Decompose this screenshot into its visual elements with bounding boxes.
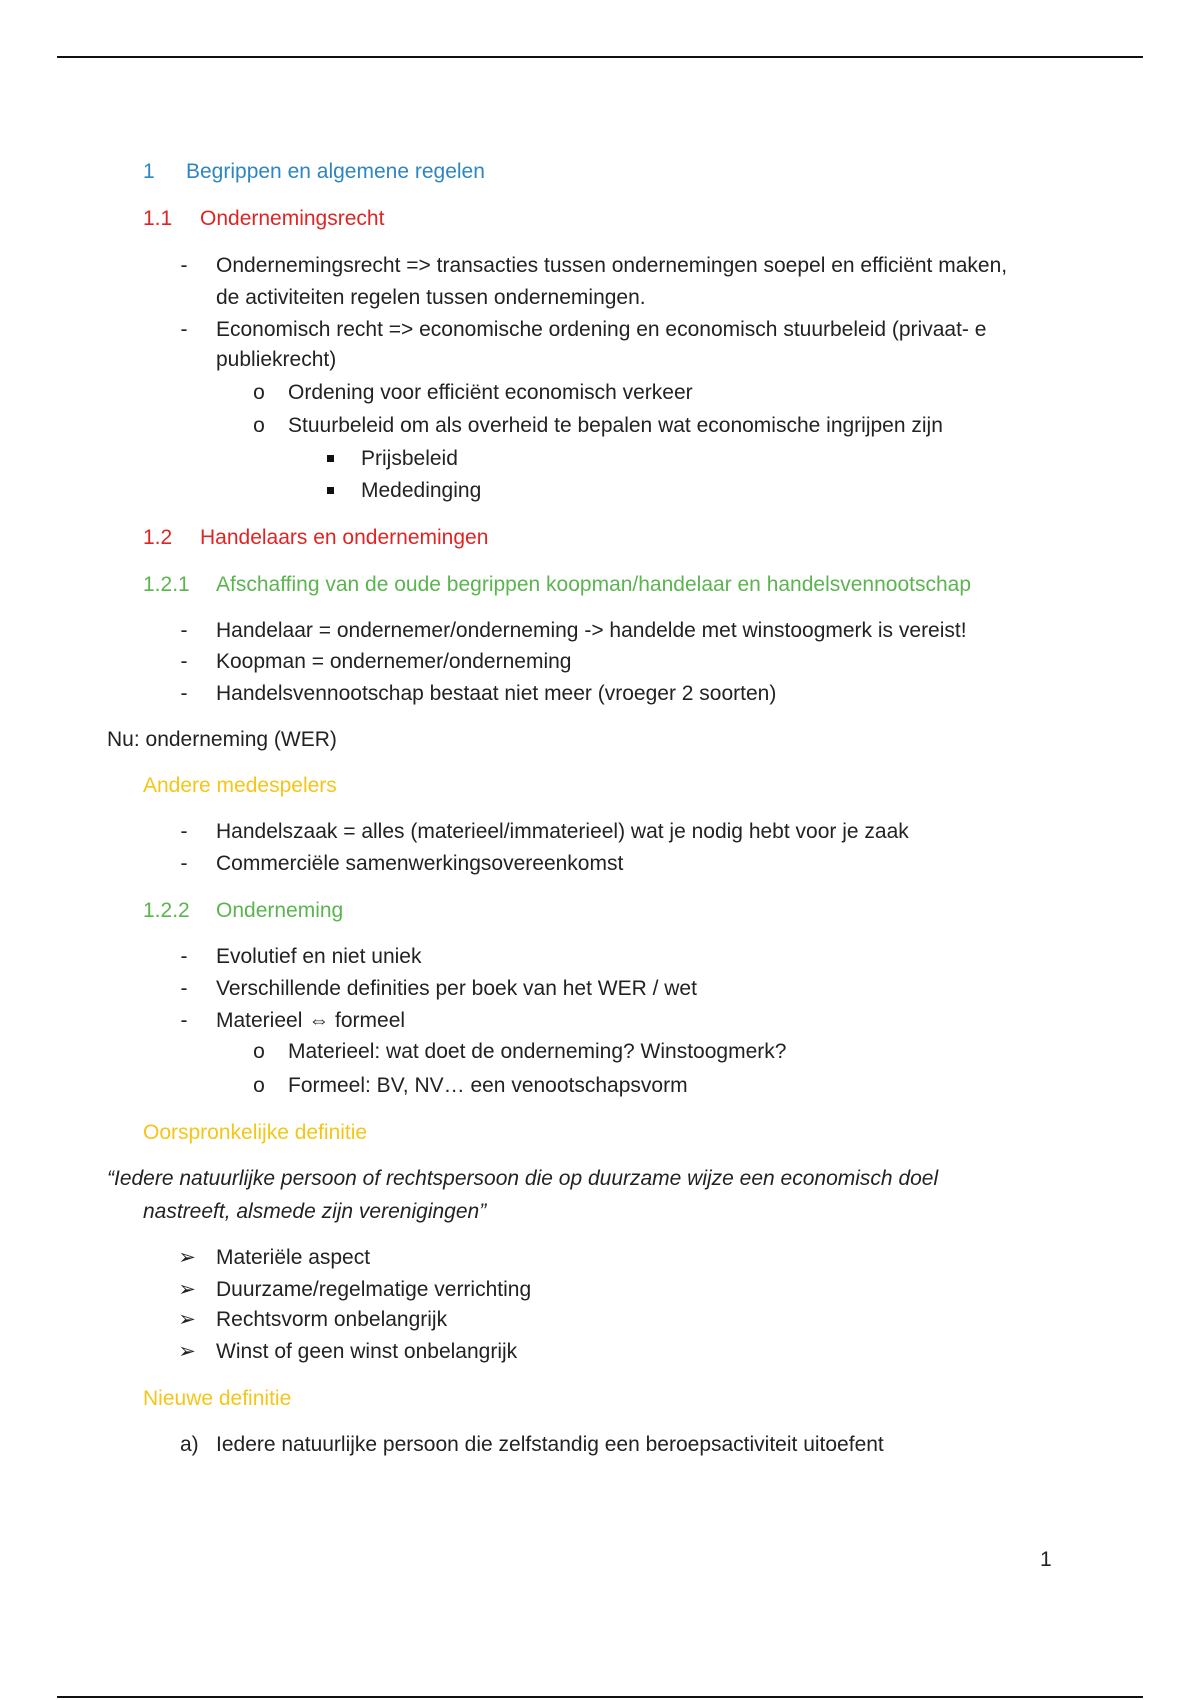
- list-item-continuation: publiekrecht): [216, 348, 337, 371]
- sub-list-item: Formeel: BV, NV… een venootschapsvorm: [288, 1074, 688, 1097]
- sub-sub-list-item: Mededinging: [361, 479, 482, 502]
- sub-list-item: Stuurbeleid om als overheid te bepalen wat economische ingrijpen zijn: [288, 414, 943, 437]
- list-item: Iedere natuurlijke persoon die zelfstandig een beroepsactiviteit uitoefent: [216, 1433, 884, 1456]
- heading-nieuwe-definitie: Nieuwe definitie: [143, 1387, 292, 1410]
- heading-1-2-2: Onderneming: [216, 899, 344, 922]
- heading-1-2-1: Afschaffing van de oude begrippen koopman/handelaar en handelsvennootschap: [216, 573, 972, 596]
- list-item: Handelaar = ondernemer/onderneming -> handelde met winstoogmerk is vereist!: [216, 619, 967, 642]
- list-item: Verschillende definities per boek van het WER / wet: [216, 977, 697, 1000]
- header-rule: [57, 56, 1143, 58]
- list-item: Materiële aspect: [216, 1246, 371, 1269]
- dash-marker: -: [180, 318, 188, 341]
- list-item: Rechtsvorm onbelangrijk: [216, 1308, 448, 1331]
- dash-marker: -: [180, 682, 188, 705]
- quote-line: nastreeft, alsmede zijn verenigingen”: [143, 1200, 487, 1223]
- quote-line: “Iedere natuurlijke persoon of rechtspersoon die op duurzame wijze een economisch doel: [107, 1167, 939, 1190]
- list-item: Commerciële samenwerkingsovereenkomst: [216, 852, 624, 875]
- sub-sub-list-item: Prijsbeleid: [361, 447, 458, 470]
- list-item: Handelszaak = alles (materieel/immaterieel) wat je nodig hebt voor je zaak: [216, 820, 909, 843]
- heading-oorspronkelijke-definitie: Oorspronkelijke definitie: [143, 1121, 368, 1144]
- heading-1-2-number: 1.2: [143, 526, 173, 549]
- heading-1-1-number: 1.1: [143, 207, 173, 230]
- arrow-bullet-icon: ➢: [178, 1246, 196, 1269]
- list-item-continuation: de activiteiten regelen tussen ondernemingen.: [216, 286, 646, 309]
- dash-marker: -: [180, 977, 188, 1000]
- circle-marker: o: [253, 414, 265, 437]
- dash-marker: -: [180, 852, 188, 875]
- square-bullet-icon: [327, 487, 334, 494]
- list-item: Duurzame/regelmatige verrichting: [216, 1278, 532, 1301]
- circle-marker: o: [253, 1074, 265, 1097]
- square-bullet-icon: [327, 455, 334, 462]
- circle-marker: o: [253, 1040, 265, 1063]
- dash-marker: -: [180, 650, 188, 673]
- dash-marker: -: [180, 945, 188, 968]
- list-item: Ondernemingsrecht => transacties tussen ondernemingen soepel en efficiënt maken,: [216, 254, 1008, 277]
- dash-marker: -: [180, 619, 188, 642]
- sub-list-item: Materieel: wat doet de onderneming? Winstoogmerk?: [288, 1040, 787, 1063]
- list-item: Evolutief en niet uniek: [216, 945, 422, 968]
- list-label: a): [180, 1433, 199, 1456]
- footer-rule: [57, 1696, 1143, 1698]
- dash-marker: -: [180, 1009, 188, 1032]
- arrow-bullet-icon: ➢: [178, 1278, 196, 1301]
- dash-marker: -: [180, 254, 188, 277]
- heading-1-number: 1: [143, 160, 155, 183]
- dash-marker: -: [180, 820, 188, 843]
- arrow-bullet-icon: ➢: [178, 1340, 196, 1363]
- arrow-bullet-icon: ➢: [178, 1308, 196, 1331]
- circle-marker: o: [253, 381, 265, 404]
- heading-1-2: Handelaars en ondernemingen: [200, 526, 489, 549]
- heading-1-2-1-number: 1.2.1: [143, 573, 190, 596]
- heading-1-1: Ondernemingsrecht: [200, 207, 385, 230]
- page-number: 1: [1040, 1548, 1052, 1571]
- heading-andere-medespelers: Andere medespelers: [143, 774, 337, 797]
- list-item: Materieel ⇔ formeel: [216, 1009, 406, 1032]
- list-item: Handelsvennootschap bestaat niet meer (vroeger 2 soorten): [216, 682, 777, 705]
- heading-1: Begrippen en algemene regelen: [186, 160, 485, 183]
- heading-1-2-2-number: 1.2.2: [143, 899, 190, 922]
- list-item: Koopman = ondernemer/onderneming: [216, 650, 572, 673]
- list-item: Winst of geen winst onbelangrijk: [216, 1340, 518, 1363]
- list-item: Economisch recht => economische ordening en economisch stuurbeleid (privaat- e: [216, 318, 987, 341]
- sub-list-item: Ordening voor efficiënt economisch verkeer: [288, 381, 693, 404]
- paragraph: Nu: onderneming (WER): [107, 728, 337, 751]
